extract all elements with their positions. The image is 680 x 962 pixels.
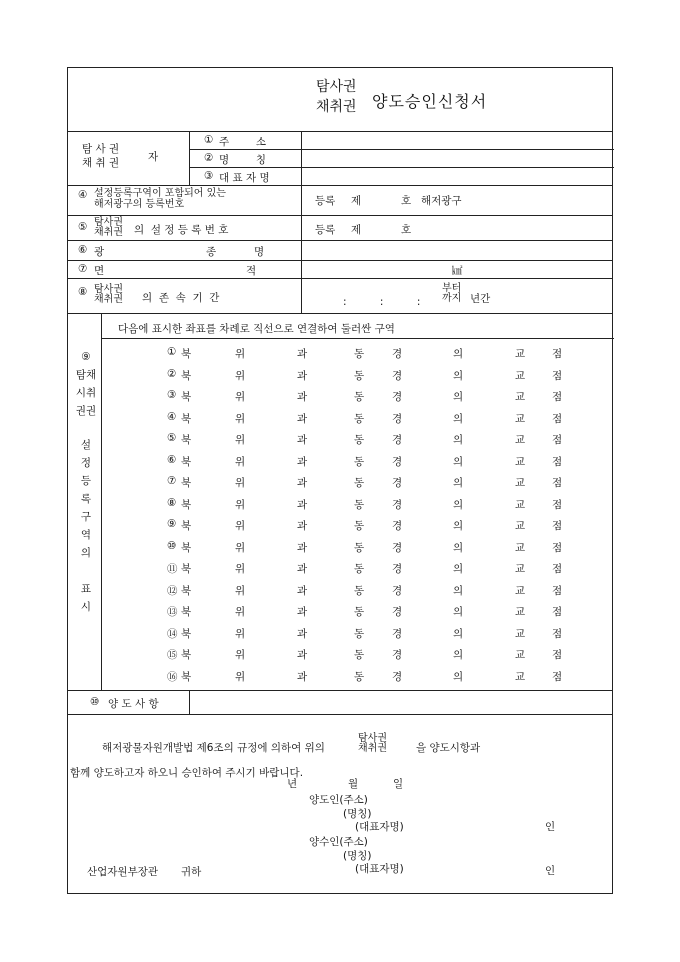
intersection-word-of: 의	[453, 541, 464, 554]
intersection-row	[101, 558, 614, 578]
date-month: 월	[348, 778, 359, 790]
intersection-word-east: 동	[354, 369, 365, 382]
row5-je: 제	[351, 224, 362, 236]
intersection-word-cross: 교	[515, 606, 526, 618]
intersection-word-lat: 위	[235, 541, 246, 554]
region-side-top2: 시취	[75, 387, 97, 399]
intersection-word-lat: 위	[235, 455, 246, 468]
row5-label: 의 설 정 등 록 번 호	[134, 224, 229, 236]
intersection-word-of: 의	[453, 520, 464, 532]
row8-stack	[94, 285, 123, 305]
row4-seabed-block: 해저광구	[421, 195, 462, 207]
intersection-word-of: 의	[453, 584, 464, 597]
intersection-word-point: 점	[552, 563, 563, 575]
row5-stack-bottom: 채취권	[94, 227, 123, 238]
intersection-word-lon: 경	[392, 584, 403, 597]
row4-label-line1: 설정등록구역이 포함되어 있는	[94, 188, 226, 199]
row8-label: 의 존 속 기 간	[142, 292, 220, 304]
intersection-word-lat: 위	[235, 670, 246, 683]
intersection-word-cross: 교	[515, 412, 526, 425]
intersection-word-and: 과	[297, 391, 308, 403]
row5-ho: 호	[401, 224, 412, 236]
intersection-word-and: 과	[297, 477, 308, 489]
row7-unit: ㎢	[452, 265, 463, 277]
row8-to: 까지	[442, 293, 462, 304]
intersection-word-and: 과	[297, 606, 308, 618]
intersection-word-east: 동	[354, 541, 365, 554]
intersection-num: ②	[167, 367, 177, 380]
intersection-num: ①	[167, 346, 177, 358]
intersection-word-north: 북	[181, 563, 192, 575]
intersection-num: ⑨	[167, 518, 177, 530]
intersection-word-point: 점	[552, 369, 563, 382]
declaration-stack	[358, 734, 387, 754]
intersection-word-point: 점	[552, 434, 563, 446]
declaration-line1b: 을 양도시항과	[416, 742, 481, 754]
intersection-word-north: 북	[181, 670, 192, 683]
intersection-word-point: 점	[552, 627, 563, 640]
intersection-num: ⑪	[167, 563, 178, 575]
intersection-word-lat: 위	[235, 477, 246, 489]
intersection-word-east: 동	[354, 455, 365, 468]
row8-stack-bottom: 채취권	[94, 294, 123, 305]
intersection-word-lon: 경	[392, 369, 403, 382]
intersection-word-east: 동	[354, 584, 365, 597]
intersection-word-of: 의	[453, 606, 464, 618]
intersection-word-point: 점	[552, 477, 563, 489]
intersection-word-of: 의	[453, 649, 464, 661]
intersection-word-north: 북	[181, 498, 192, 511]
region-side-label	[72, 348, 100, 616]
intersection-word-cross: 교	[515, 649, 526, 661]
intersection-word-point: 점	[552, 455, 563, 468]
intersection-list	[101, 343, 614, 688]
intersection-word-north: 북	[181, 455, 192, 468]
intersection-row	[101, 343, 614, 363]
intersection-row	[101, 494, 614, 514]
transferee-representative: (대표자명)	[355, 863, 404, 875]
intersection-word-lat: 위	[235, 649, 246, 661]
field-address-num: ①	[204, 134, 214, 146]
region-side-char: 설	[80, 439, 92, 451]
title-right-bottom: 채취권	[316, 99, 357, 115]
row10-label: 양 도 사 항	[108, 698, 159, 710]
intersection-word-lon: 경	[392, 520, 403, 532]
intersection-num: ⑭	[167, 627, 178, 640]
intersection-word-east: 동	[354, 391, 365, 403]
intersection-word-point: 점	[552, 606, 563, 618]
intersection-word-point: 점	[552, 541, 563, 554]
intersection-row	[101, 601, 614, 621]
intersection-word-point: 점	[552, 649, 563, 661]
row4-reg: 등록	[315, 195, 336, 207]
intersection-word-east: 동	[354, 606, 365, 618]
field-name-num: ②	[204, 152, 214, 164]
intersection-word-lon: 경	[392, 391, 403, 403]
intersection-word-cross: 교	[515, 348, 526, 360]
field-representative-num: ③	[204, 170, 214, 182]
intersection-word-east: 동	[354, 563, 365, 575]
applicant-label	[82, 142, 119, 170]
row8-from-to	[442, 284, 461, 304]
region-side-char: 구	[80, 511, 92, 523]
intersection-word-point: 점	[552, 391, 563, 403]
intersection-word-cross: 교	[515, 541, 526, 554]
intersection-word-lat: 위	[235, 348, 246, 360]
row6-a: 광	[94, 246, 105, 258]
intersection-word-lat: 위	[235, 584, 246, 597]
region-side-char: 등	[80, 475, 92, 487]
intersection-word-lon: 경	[392, 434, 403, 446]
intersection-row	[101, 451, 614, 471]
intersection-word-of: 의	[453, 348, 464, 360]
intersection-num: ⑫	[167, 584, 178, 597]
intersection-word-lat: 위	[235, 369, 246, 382]
intersection-row	[101, 515, 614, 535]
intersection-word-lon: 경	[392, 563, 403, 575]
intersection-word-cross: 교	[515, 498, 526, 511]
declaration-line2: 함께 양도하고자 하오니 승인하여 주시기 바랍니다.	[70, 767, 304, 779]
intersection-word-north: 북	[181, 369, 192, 382]
intersection-row	[101, 623, 614, 643]
region-num: ⑨	[81, 351, 91, 363]
row4-je: 제	[351, 195, 362, 207]
intersection-word-and: 과	[297, 348, 308, 360]
intersection-num: ⑥	[167, 453, 177, 466]
region-side-char: 역	[80, 529, 92, 541]
intersection-word-lon: 경	[392, 627, 403, 640]
addressee-honorific: 귀하	[181, 866, 202, 878]
intersection-num: ⑬	[167, 606, 178, 618]
intersection-word-of: 의	[453, 670, 464, 683]
intersection-word-point: 점	[552, 584, 563, 597]
intersection-word-and: 과	[297, 563, 308, 575]
application-form	[67, 67, 613, 894]
intersection-word-lon: 경	[392, 412, 403, 425]
intersection-word-and: 과	[297, 520, 308, 532]
row5-stack-top: 탐사권	[94, 217, 123, 228]
intersection-word-of: 의	[453, 563, 464, 575]
intersection-word-and: 과	[297, 649, 308, 661]
transferee-name: (명칭)	[343, 850, 372, 862]
date-year: 년	[287, 778, 298, 790]
declaration-stack-top: 탐사권	[358, 733, 387, 744]
intersection-word-lon: 경	[392, 606, 403, 618]
intersection-word-north: 북	[181, 541, 192, 554]
intersection-word-north: 북	[181, 391, 192, 403]
region-side-char: 의	[80, 547, 92, 559]
transferor-address: 양도인(주소)	[309, 794, 368, 806]
row8-dots: : : :	[343, 296, 421, 308]
intersection-word-cross: 교	[515, 670, 526, 683]
field-representative-label: 대 표 자 명	[219, 172, 270, 184]
intersection-word-lat: 위	[235, 391, 246, 403]
row6-num: ⑥	[78, 244, 88, 256]
row10-num: ⑩	[90, 696, 100, 708]
intersection-word-and: 과	[297, 455, 308, 468]
addressee: 산업자원부장관	[87, 866, 159, 878]
intersection-word-north: 북	[181, 434, 192, 446]
region-side-char: 시	[80, 601, 92, 613]
row5-reg: 등록	[315, 224, 336, 236]
region-side-char: 정	[80, 457, 92, 469]
intersection-row	[101, 386, 614, 406]
row6-c: 명	[254, 246, 265, 258]
intersection-word-cross: 교	[515, 369, 526, 382]
intersection-word-lon: 경	[392, 348, 403, 360]
intersection-word-lat: 위	[235, 498, 246, 511]
intersection-word-and: 과	[297, 434, 308, 446]
intersection-word-of: 의	[453, 391, 464, 403]
intersection-word-of: 의	[453, 434, 464, 446]
intersection-word-lon: 경	[392, 670, 403, 683]
intersection-word-of: 의	[453, 412, 464, 425]
row8-years: 년간	[470, 293, 491, 305]
date-day: 일	[393, 778, 404, 790]
declaration-stack-bottom: 채취권	[358, 743, 387, 754]
intersection-word-east: 동	[354, 627, 365, 640]
intersection-row	[101, 429, 614, 449]
intersection-word-east: 동	[354, 649, 365, 661]
intersection-word-of: 의	[453, 477, 464, 489]
intersection-word-lat: 위	[235, 434, 246, 446]
intersection-row	[101, 580, 614, 600]
intersection-word-lon: 경	[392, 455, 403, 468]
row4-label-line2: 해저광구의 등록번호	[94, 199, 185, 210]
region-side-top1: 탐채	[75, 369, 97, 381]
intersection-word-and: 과	[297, 541, 308, 554]
intersection-word-and: 과	[297, 670, 308, 683]
intersection-word-point: 점	[552, 670, 563, 683]
intersection-word-north: 북	[181, 520, 192, 532]
intersection-word-east: 동	[354, 498, 365, 511]
row7-b: 적	[246, 265, 257, 277]
intersection-word-lat: 위	[235, 520, 246, 532]
intersection-word-and: 과	[297, 498, 308, 511]
intersection-num: ⑮	[167, 649, 178, 661]
intersection-word-east: 동	[354, 477, 365, 489]
intersection-word-cross: 교	[515, 627, 526, 640]
field-name-label: 명 칭	[219, 154, 266, 166]
intersection-word-and: 과	[297, 627, 308, 640]
intersection-num: ⑯	[167, 670, 178, 683]
applicant-label-suffix: 자	[148, 151, 159, 163]
intersection-word-cross: 교	[515, 520, 526, 532]
transferor-name: (명칭)	[343, 808, 372, 820]
applicant-label-line2: 채 취 권	[82, 157, 120, 169]
intersection-word-cross: 교	[515, 434, 526, 446]
intersection-word-and: 과	[297, 584, 308, 597]
title-right-stack	[316, 77, 357, 117]
intersection-word-east: 동	[354, 412, 365, 425]
field-address-label: 주 소	[219, 136, 266, 148]
intersection-word-east: 동	[354, 434, 365, 446]
intersection-word-cross: 교	[515, 584, 526, 597]
intersection-word-north: 북	[181, 412, 192, 425]
intersection-word-lat: 위	[235, 606, 246, 618]
intersection-num: ⑦	[167, 475, 177, 487]
intersection-word-of: 의	[453, 369, 464, 382]
intersection-row	[101, 666, 614, 686]
intersection-num: ⑩	[167, 539, 177, 552]
transferor-representative: (대표자명)	[355, 821, 404, 833]
intersection-num: ③	[167, 389, 177, 401]
region-side-char	[72, 562, 100, 580]
applicant-label-line1: 탐 사 권	[82, 143, 120, 155]
row5-stack	[94, 218, 123, 238]
region-side-top3: 권권	[75, 405, 97, 417]
intersection-word-lon: 경	[392, 541, 403, 554]
intersection-word-east: 동	[354, 670, 365, 683]
intersection-word-east: 동	[354, 520, 365, 532]
region-instruction: 다음에 표시한 좌표를 차례로 직선으로 연결하여 둘러싼 구역	[118, 323, 395, 335]
intersection-word-point: 점	[552, 520, 563, 532]
intersection-word-lon: 경	[392, 477, 403, 489]
intersection-word-cross: 교	[515, 563, 526, 575]
intersection-word-and: 과	[297, 369, 308, 382]
title-right-top: 탐사권	[316, 79, 357, 95]
row5-num: ⑤	[78, 221, 88, 233]
transferee-seal: 인	[545, 865, 556, 877]
intersection-word-north: 북	[181, 649, 192, 661]
intersection-word-lat: 위	[235, 563, 246, 575]
intersection-word-north: 북	[181, 627, 192, 640]
row7-num: ⑦	[78, 263, 88, 275]
row4-num: ④	[78, 189, 88, 201]
declaration-line1a: 해저광물자원개발법 제6조의 규정에 의하여 위의	[102, 742, 325, 754]
row7-a: 면	[94, 265, 105, 277]
intersection-word-cross: 교	[515, 477, 526, 489]
region-side-char: 표	[80, 583, 92, 595]
intersection-word-point: 점	[552, 498, 563, 511]
transferor-seal: 인	[545, 821, 556, 833]
intersection-word-lat: 위	[235, 412, 246, 425]
row4-label	[94, 188, 226, 210]
region-side-chars	[72, 436, 100, 616]
intersection-word-cross: 교	[515, 391, 526, 403]
row8-stack-top: 탐사권	[94, 284, 123, 295]
intersection-word-east: 동	[354, 348, 365, 360]
intersection-word-cross: 교	[515, 455, 526, 468]
intersection-word-lat: 위	[235, 627, 246, 640]
intersection-word-and: 과	[297, 412, 308, 425]
intersection-num: ⑤	[167, 432, 177, 444]
intersection-word-north: 북	[181, 348, 192, 360]
region-side-char: 록	[80, 493, 92, 505]
intersection-word-lon: 경	[392, 649, 403, 661]
intersection-word-point: 점	[552, 412, 563, 425]
intersection-row	[101, 644, 614, 664]
intersection-row	[101, 365, 614, 385]
form-title: 양도승인신청서	[372, 92, 488, 111]
intersection-word-point: 점	[552, 348, 563, 360]
intersection-word-of: 의	[453, 455, 464, 468]
intersection-num: ⑧	[167, 496, 177, 509]
transferee-address: 양수인(주소)	[309, 836, 368, 848]
row8-num: ⑧	[78, 286, 88, 298]
intersection-word-of: 의	[453, 498, 464, 511]
intersection-word-north: 북	[181, 477, 192, 489]
intersection-word-lon: 경	[392, 498, 403, 511]
intersection-word-north: 북	[181, 606, 192, 618]
row4-ho: 호	[401, 195, 412, 207]
intersection-row	[101, 472, 614, 492]
intersection-row	[101, 408, 614, 428]
row6-b: 종	[206, 246, 217, 258]
intersection-word-of: 의	[453, 627, 464, 640]
intersection-row	[101, 537, 614, 557]
intersection-num: ④	[167, 410, 177, 423]
row8-from: 부터	[442, 283, 462, 294]
intersection-word-north: 북	[181, 584, 192, 597]
